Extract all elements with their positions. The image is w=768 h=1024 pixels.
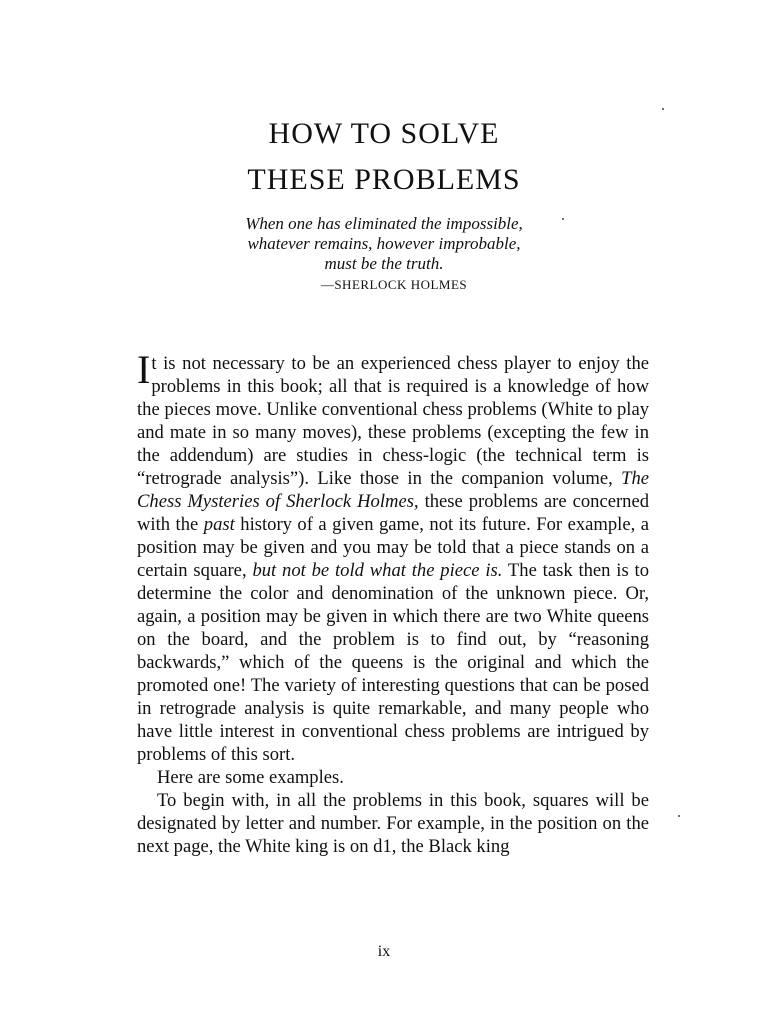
emphasis: but not be told what the piece is. <box>252 560 503 581</box>
paragraph-text: these problems are concerned with the <box>137 491 649 535</box>
chapter-title-line-1: HOW TO SOLVE <box>268 117 500 150</box>
book-title-reference: The Chess Mysteries of Sherlock Holmes, <box>137 468 649 512</box>
drop-cap: I <box>137 347 151 392</box>
paragraph-text: history of a given game, not its future. For example, a position may be given and you may be told that a piece stands on a certain square, <box>137 514 649 581</box>
epigraph-attribution: —SHERLOCK HOLMES <box>320 277 468 292</box>
chapter-title-line-2: THESE PROBLEMS <box>247 163 521 196</box>
print-speck <box>662 108 664 110</box>
body-text <box>137 347 649 858</box>
paragraph-text: The task then is to determine the color and denomination of the unknown piece. Or, again, a position may be given in which there are two White queens on the board, and the problem is to find out, by “reasoning backwards,” which of the queens is the original and which the promoted one! The variety of interesting questions that can be posed in retrograde analysis is quite remarkable, and many people who have little interest in conventional chess problems are intrigued by problems of this sort. <box>137 560 649 765</box>
epigraph-line: must be the truth. <box>324 254 444 273</box>
paragraph-text: t is not necessary to be an experienced chess player to enjoy the problems in this book; all that is required is a knowledge of how the pieces move. Unlike conventional chess problems (White to play and mate in so many moves), these problems (excepting the few in the addendum) are studies in chess-logic (the technical term is “retrograde analysis”). Like those in the companion volume, <box>137 353 649 489</box>
epigraph <box>0 214 768 274</box>
epigraph-line: When one has eliminated the impossible, <box>245 214 523 233</box>
page-number: ix <box>377 943 391 960</box>
paragraph-2: Here are some examples. <box>157 767 344 788</box>
paragraph-1 <box>137 347 649 766</box>
print-speck <box>678 815 680 817</box>
paragraph-3: To begin with, in all the problems in this book, squares will be designated by letter and number. For example, in the position on the next page, the White king is on d1, the Black king <box>137 790 649 857</box>
epigraph-line: whatever remains, however improbable, <box>247 234 521 253</box>
emphasis: past <box>203 514 235 535</box>
print-speck <box>562 218 564 220</box>
